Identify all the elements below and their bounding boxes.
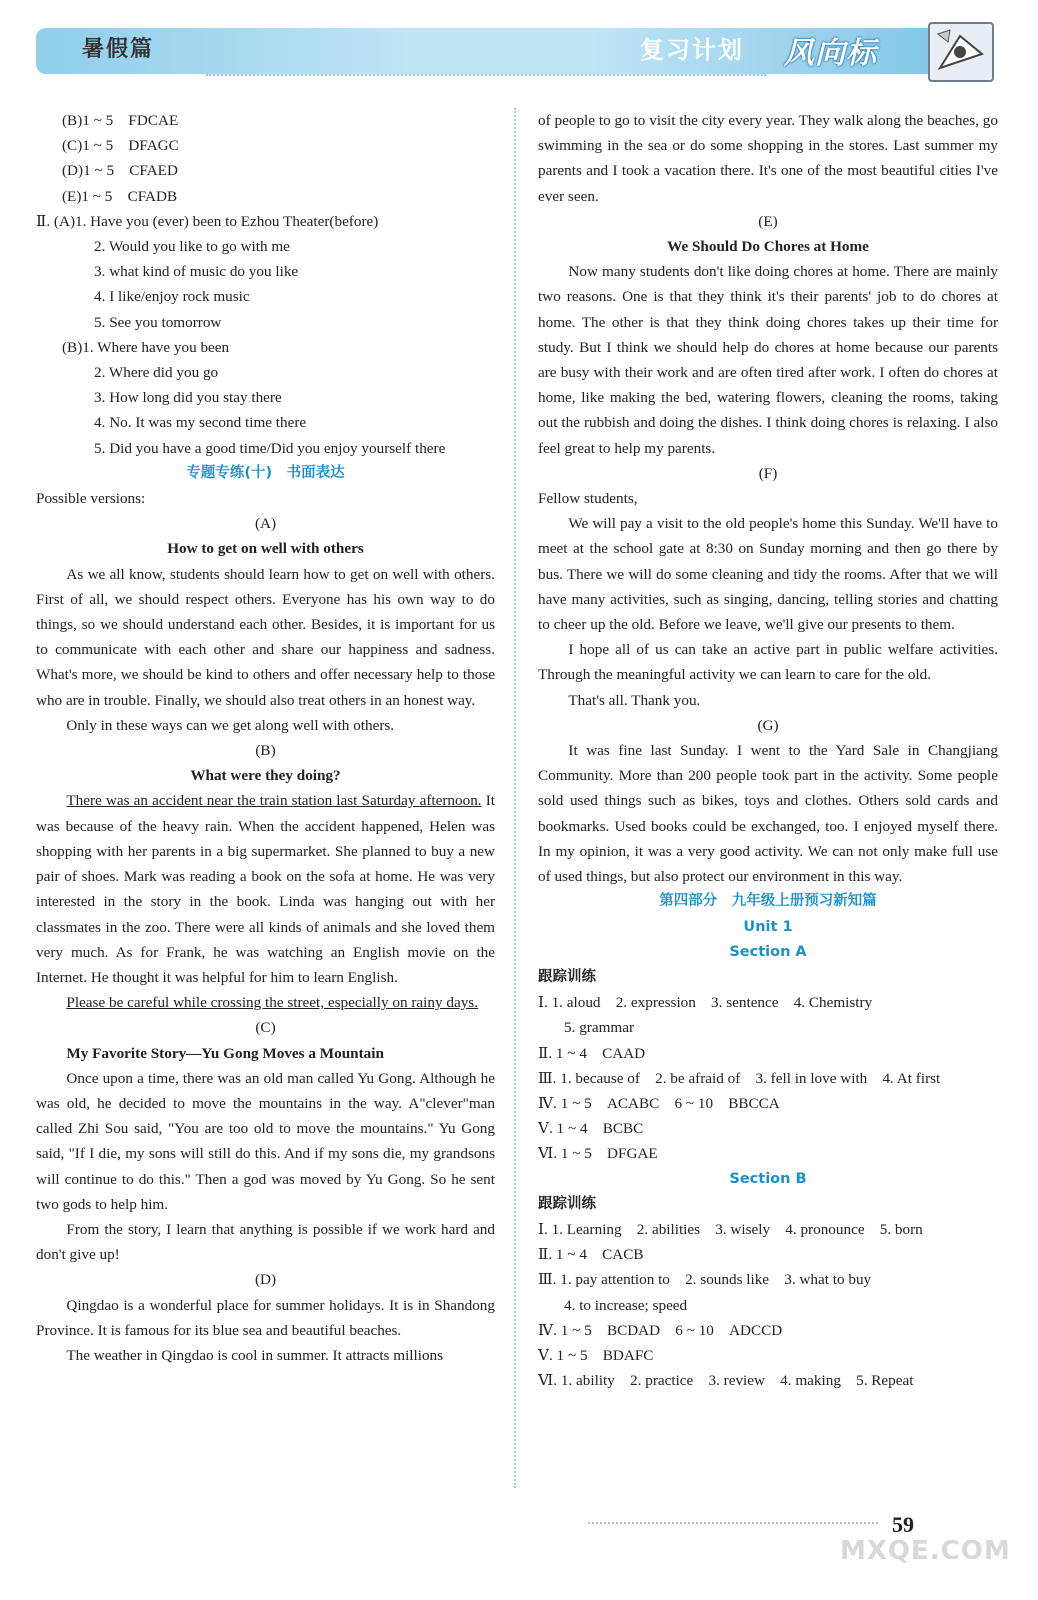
underlined-sentence: There was an accident near the train station last Saturday afternoon. (66, 792, 482, 810)
column-divider (514, 108, 516, 1488)
unit-heading: Unit 1 (743, 918, 793, 935)
answer-line: Ⅰ. 1. aloud 2. expression 3. sentence 4. Chemistry (538, 994, 873, 1012)
answer-line: 5. See you tomorrow (94, 313, 222, 331)
answer-line: Ⅴ. 1 ~ 5 BDAFC (538, 1346, 654, 1364)
header-logo: 风向标 (784, 36, 877, 71)
answer-line: Ⅰ. 1. Learning 2. abilities 3. wisely 4. pronounce 5. born (538, 1220, 923, 1238)
answer-line: 5. Did you have a good time/Did you enjoy yourself there (94, 439, 446, 457)
answer-line: Ⅲ. 1. pay attention to 2. sounds like 3. what to buy (538, 1271, 872, 1289)
essay-label-f: (F) (758, 464, 778, 482)
essay-paragraph: From the story, I learn that anything is possible if we work hard and don't give up! (36, 1220, 495, 1264)
answer-line: Ⅱ. 1 ~ 4 CACB (538, 1246, 644, 1264)
essay-paragraph: of people to go to visit the city every year. They walk along the beaches, go swimming in the sea or do some shopping in the stores. Last summer my parents and I took a vacation there. It's one of the most beautiful cities I've ever seen. (538, 112, 998, 205)
essay-paragraph: Now many students don't like doing chores at home. There are mainly two reasons. One is that they think it's their parents' job to do chores at home. The other is that they think doing chores takes up their time for study. But I think we should help do chores at home because our parents are busy with their work and are often tired after work. I often do chores at home, like making the bed, watering flowers, cleaning the rooms, taking out the rubbish and doing the dishes. I think doing chores is relaxing. I also feel great to help my parents. (538, 263, 998, 457)
essay-title-e: We Should Do Chores at Home (667, 238, 869, 256)
essay-paragraph: The weather in Qingdao is cool in summer. It attracts millions (66, 1346, 444, 1364)
left-column (36, 108, 495, 1368)
essay-paragraph: That's all. Thank you. (568, 691, 701, 709)
answer-line: Ⅱ. (A)1. Have you (ever) been to Ezhou Theater(before) (36, 212, 379, 230)
essay-label-b: (B) (255, 742, 276, 760)
answer-line: (B)1 ~ 5 FDCAE (62, 112, 179, 129)
essay-title-b: What were they doing? (190, 767, 341, 785)
essay-label-g: (G) (757, 716, 779, 734)
essay-paragraph: I hope all of us can take an active part in public welfare activities. Through the meaningful activity we can learn to care for the old. (538, 641, 998, 684)
essay-label-a: (A) (254, 515, 277, 533)
essay-paragraph: Only in these ways can we get along well with others. (66, 716, 395, 734)
answer-line: 4. I like/enjoy rock music (94, 288, 250, 306)
footer-dots (588, 1522, 878, 1524)
essay-paragraph: Qingdao is a wonderful place for summer holidays. It is in Shandong Province. It is famous for its blue sea and beautiful beaches. (36, 1296, 495, 1339)
header-left-title: 暑假篇 (82, 37, 155, 62)
tracking-heading: 跟踪训练 (538, 1195, 596, 1212)
essay-label-d: (D) (254, 1271, 277, 1289)
section-b-heading: Section B (729, 1170, 807, 1187)
right-column (538, 108, 998, 1393)
essay-label-c: (C) (255, 1019, 276, 1037)
answer-line: (D)1 ~ 5 CFAED (62, 162, 178, 180)
answer-line: Ⅵ. 1. ability 2. practice 3. review 4. making 5. Repeat (538, 1372, 914, 1390)
essay-title-c: My Favorite Story—Yu Gong Moves a Mountain (66, 1044, 384, 1062)
paragraph-text: It was because of the heavy rain. When the accident happened, Helen was shopping with her parents in a big supermarket. She planned to buy a new pair of shoes. Mark was reading a book on the sofa at home. He was very interested in the story in the book. Linda was hanging out with her classmates in the zoo. There were all kinds of animals and she loved them very much. As for Frank, he was watching an English movie on the Internet. He thought it was helpful for him to learn English. (36, 792, 495, 986)
answer-line: Ⅱ. 1 ~ 4 CAAD (538, 1044, 646, 1062)
answer-line: 2. Where did you go (94, 364, 219, 382)
topic-heading: 专题专练(十) 书面表达 (186, 464, 345, 481)
answer-line: Ⅵ. 1 ~ 5 DFGAE (538, 1145, 658, 1163)
answer-line: 2. Would you like to go with me (94, 238, 290, 256)
answer-line: 3. How long did you stay there (94, 389, 282, 407)
essay-paragraph: We will pay a visit to the old people's home this Sunday. We'll have to meet at the school gate at 8:30 on Sunday morning and then go there by bus. There we will do some cleaning and tidy the rooms. After that we will have many activities, such as singing, dancing, telling stories and chatting to cheer up the old. Before we leave, we'll give our presents to them. (538, 515, 998, 634)
essay-title-a: How to get on well with others (167, 540, 364, 558)
underlined-sentence: Please be careful while crossing the street, especially on rainy days. (66, 994, 478, 1012)
answer-line: 3. what kind of music do you like (94, 263, 299, 281)
header-dots (206, 74, 766, 76)
answer-line: Ⅲ. 1. because of 2. be afraid of 3. fell in love with 4. At first (538, 1069, 941, 1087)
puzzle-icon (928, 22, 994, 82)
possible-versions-label: Possible versions: (36, 490, 146, 508)
tracking-heading: 跟踪训练 (538, 968, 596, 985)
answer-line: (C)1 ~ 5 DFAGC (62, 137, 179, 155)
essay-paragraph (36, 990, 495, 1015)
answer-line: (B)1. Where have you been (62, 338, 230, 356)
letter-greeting: Fellow students, (538, 490, 638, 508)
answer-line: Ⅳ. 1 ~ 5 ACABC 6 ~ 10 BBCCA (538, 1094, 780, 1112)
answer-line: 4. to increase; speed (564, 1296, 688, 1314)
essay-label-e: (E) (758, 212, 778, 230)
page-number: 59 (892, 1512, 914, 1537)
header-right-title: 复习计划 (640, 36, 744, 64)
essay-paragraph: Once upon a time, there was an old man called Yu Gong. Although he was old, he decided to move the mountains in the way. A"clever"man called Zhi Sou said, "You are too old to move the mountains." Yu Gong said, "If I die, my sons will still do this. And if my sons die, my grandsons will continue to do this." Then a god was moved by Yu Gong. So he sent two gods to help him. (36, 1069, 495, 1213)
answer-line: Ⅴ. 1 ~ 4 BCBC (538, 1120, 644, 1138)
answer-line: Ⅳ. 1 ~ 5 BCDAD 6 ~ 10 ADCCD (538, 1321, 783, 1339)
part-heading: 第四部分 九年级上册预习新知篇 (659, 893, 877, 910)
essay-paragraph (36, 788, 495, 990)
watermark: MXQE.COM (840, 1536, 1011, 1566)
answer-line: 5. grammar (564, 1019, 635, 1037)
answer-line: 4. No. It was my second time there (94, 414, 307, 432)
section-a-heading: Section A (729, 943, 807, 960)
answer-line: (E)1 ~ 5 CFADB (62, 187, 178, 205)
essay-paragraph: As we all know, students should learn how to get on well with others. First of all, we should respect others. Everyone has his own way to do things, so we should understand each other. Besides, it is important for us to communicate with each other and share our happiness and sadness. What's more, we should be kind to others and offer necessary help to those who are in trouble. Finally, we should also treat others in an honest way. (36, 565, 495, 709)
essay-paragraph: It was fine last Sunday. I went to the Yard Sale in Changjiang Community. More than 200 people took part in the activity. Some people sold used things such as bikes, toys and clothes. Others sold cards and bookmarks. Used books could be exchanged, too. I enjoyed myself there. In my opinion, it was a very good activity. We can not only make full use of used things, but also protect our environment in this way. (538, 742, 998, 886)
page-header (36, 22, 998, 82)
